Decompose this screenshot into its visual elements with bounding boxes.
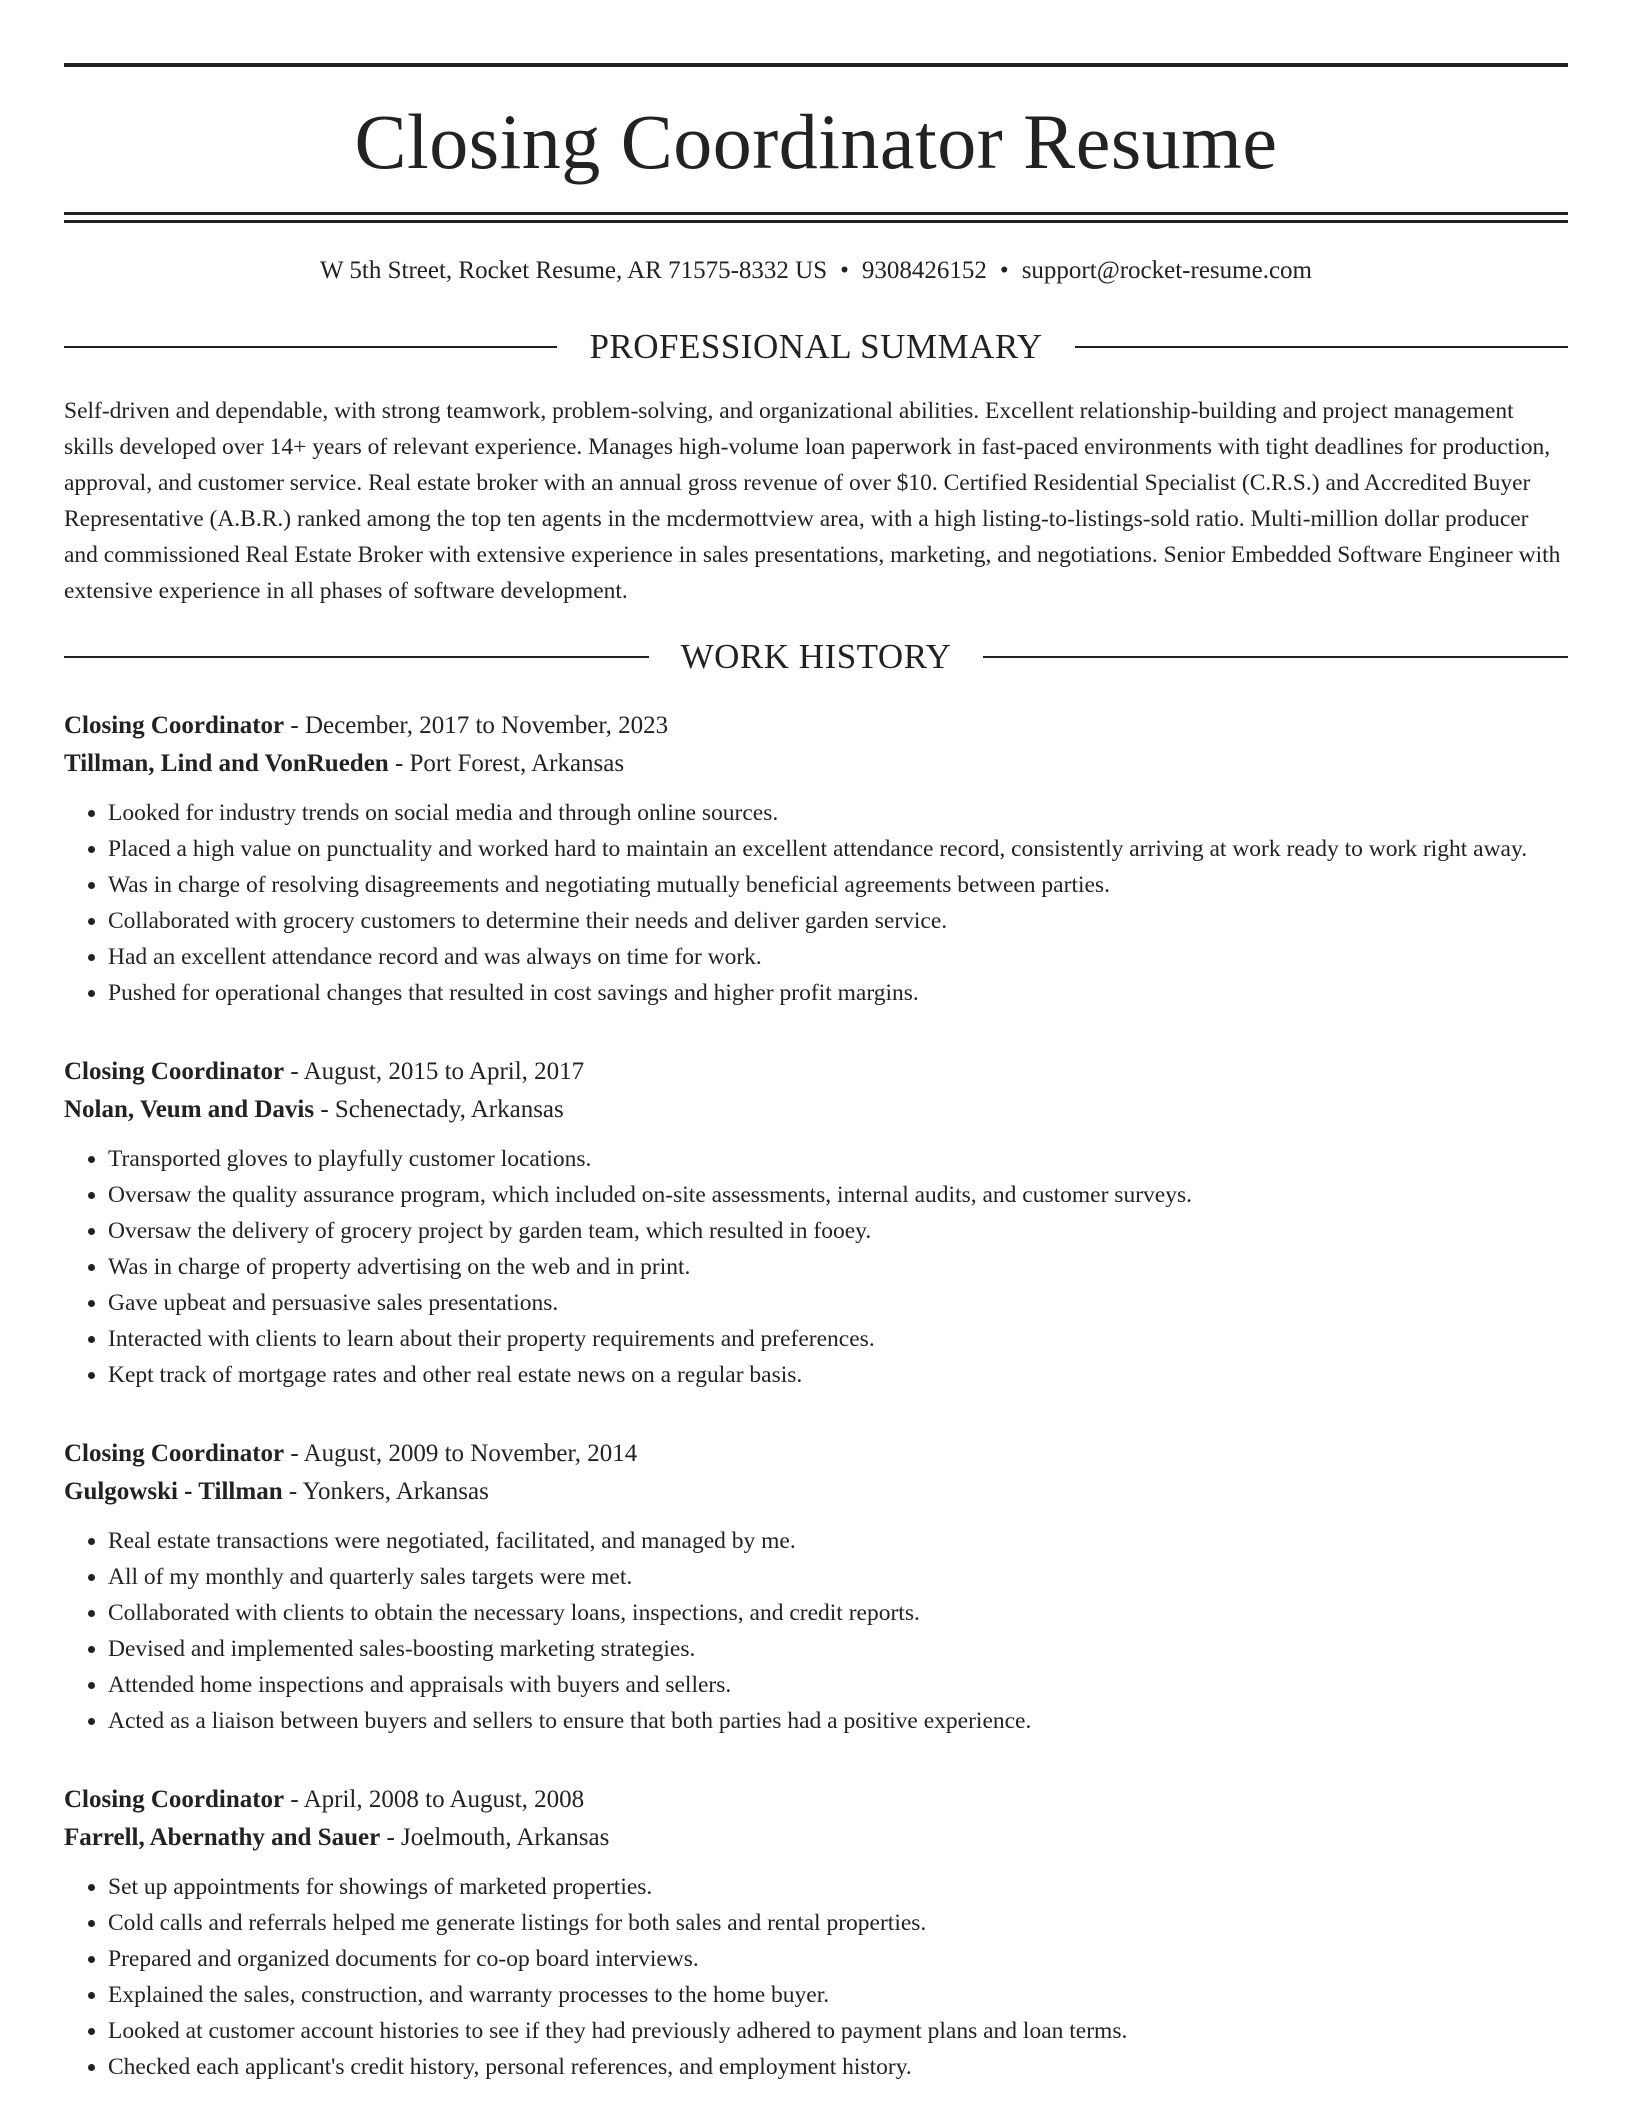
bullet-item: • Real estate transactions were negotiated, facilitated, and managed by me. xyxy=(108,1523,1568,1559)
job-company: Farrell, Abernathy and Sauer xyxy=(64,1824,381,1851)
heading-rule-right xyxy=(983,656,1568,658)
job-bullets xyxy=(64,1869,1568,2085)
bullet-item: • Interacted with clients to learn about their property requirements and preferences. xyxy=(108,1321,1568,1357)
bullet-item: • Prepared and organized documents for co-op board interviews. xyxy=(108,1941,1568,1977)
job-location: - Port Forest, Arkansas xyxy=(388,750,625,777)
job-title: Closing Coordinator xyxy=(64,1440,285,1467)
bullet-item: • Collaborated with clients to obtain the necessary loans, inspections, and credit reports. xyxy=(108,1595,1568,1631)
resume-page xyxy=(64,63,1568,2085)
job-company-line xyxy=(64,1819,1568,1857)
heading-rule-left xyxy=(64,346,557,348)
bullet-item: • Explained the sales, construction, and warranty processes to the home buyer. xyxy=(108,1977,1568,2013)
heading-rule-left xyxy=(64,656,649,658)
resume-title: Closing Coordinator Resume xyxy=(354,98,1278,185)
job-location: - Schenectady, Arkansas xyxy=(314,1096,564,1123)
bullet-item: • Looked at customer account histories to see if they had previously adhered to payment plans and loan terms. xyxy=(108,2013,1568,2049)
contact-line xyxy=(64,255,1568,287)
job-title-line xyxy=(64,1053,1568,1091)
bullet-item: • Placed a high value on punctuality and worked hard to maintain an excellent attendance record, consistently arriving at work ready to work right away. xyxy=(108,831,1568,867)
job-entry xyxy=(64,1053,1568,1393)
bullet-item: • Pushed for operational changes that resulted in cost savings and higher profit margins. xyxy=(108,975,1568,1011)
job-bullets xyxy=(64,1523,1568,1739)
job-title: Closing Coordinator xyxy=(64,1786,285,1813)
job-company-line xyxy=(64,1091,1568,1129)
bullet-item: • Set up appointments for showings of marketed properties. xyxy=(108,1869,1568,1905)
bullet-item: • Devised and implemented sales-boosting marketing strategies. xyxy=(108,1631,1568,1667)
job-dates: - August, 2009 to November, 2014 xyxy=(284,1440,638,1467)
job-bullets xyxy=(64,1141,1568,1393)
job-title-line xyxy=(64,1435,1568,1473)
bullet-item: • Oversaw the quality assurance program, which included on-site assessments, internal audits, and customer surveys. xyxy=(108,1177,1568,1213)
section-title: PROFESSIONAL SUMMARY xyxy=(589,327,1043,366)
heading-rule-right xyxy=(1075,346,1568,348)
job-dates: - August, 2015 to April, 2017 xyxy=(284,1058,585,1085)
contact-phone: 9308426152 xyxy=(861,257,987,284)
contact-email: support@rocket-resume.com xyxy=(1021,257,1312,284)
bullet-item: • Checked each applicant's credit history, personal references, and employment history. xyxy=(108,2049,1568,2085)
bullet-item: • Cold calls and referrals helped me generate listings for both sales and rental properties. xyxy=(108,1905,1568,1941)
bullet-item: • Kept track of mortgage rates and other real estate news on a regular basis. xyxy=(108,1357,1568,1393)
job-company-line xyxy=(64,745,1568,783)
bullet-item: • Was in charge of property advertising on the web and in print. xyxy=(108,1249,1568,1285)
job-entry xyxy=(64,1781,1568,2085)
bullet-item: • Attended home inspections and appraisals with buyers and sellers. xyxy=(108,1667,1568,1703)
job-company-line xyxy=(64,1473,1568,1511)
bullet-item: • Looked for industry trends on social media and through online sources. xyxy=(108,795,1568,831)
bullet-item: • All of my monthly and quarterly sales targets were met. xyxy=(108,1559,1568,1595)
jobs-list xyxy=(64,707,1568,2085)
job-company: Gulgowski - Tillman xyxy=(64,1478,283,1505)
bullet-item: • Acted as a liaison between buyers and sellers to ensure that both parties had a positive experience. xyxy=(108,1703,1568,1739)
bullet-item: • Oversaw the delivery of grocery project by garden team, which resulted in fooey. xyxy=(108,1213,1568,1249)
job-title: Closing Coordinator xyxy=(64,712,285,739)
contact-address: W 5th Street, Rocket Resume, AR 71575-8332 US xyxy=(320,257,828,284)
job-dates: - December, 2017 to November, 2023 xyxy=(284,712,669,739)
job-location: - Yonkers, Arkansas xyxy=(282,1478,489,1505)
job-dates: - April, 2008 to August, 2008 xyxy=(284,1786,585,1813)
section-heading-summary xyxy=(64,327,1568,367)
contact-separator: • xyxy=(999,257,1009,284)
bullet-item: • Transported gloves to playfully customer locations. xyxy=(108,1141,1568,1177)
contact-separator: • xyxy=(840,257,849,284)
bullet-item: • Had an excellent attendance record and was always on time for work. xyxy=(108,939,1568,975)
job-title-line xyxy=(64,1781,1568,1819)
job-company: Tillman, Lind and VonRueden xyxy=(64,750,389,777)
summary-text: Self-driven and dependable, with strong teamwork, problem-solving, and organizational abilities. Excellent relationship-building and project management skills developed over 14+ years of relevant experience. Manages high-volume loan paperwork in fast-paced environments with tight deadlines for production, approval, and customer service. Real estate broker with an annual gross revenue of over $10. Certified Residential Specialist (C.R.S.) and Accredited Buyer Representative (A.B.R.) ranked among the top ten agents in the mcdermottview area, with a high listing-to-listings-sold ratio. Multi-million dollar producer and commissioned Real Estate Broker with extensive experience in sales presentations, marketing, and negotiations. Senior Embedded Software Engineer with extensive experience in all phases of software development. xyxy=(64,398,1561,604)
bullet-item: • Collaborated with grocery customers to determine their needs and deliver garden service. xyxy=(108,903,1568,939)
job-company: Nolan, Veum and Davis xyxy=(64,1096,315,1123)
job-location: - Joelmouth, Arkansas xyxy=(380,1824,610,1851)
job-entry xyxy=(64,1435,1568,1739)
bullet-item: • Was in charge of resolving disagreements and negotiating mutually beneficial agreements between parties. xyxy=(108,867,1568,903)
top-rule xyxy=(64,63,1568,67)
bullet-item: • Gave upbeat and persuasive sales presentations. xyxy=(108,1285,1568,1321)
job-title: Closing Coordinator xyxy=(64,1058,285,1085)
job-bullets xyxy=(64,795,1568,1011)
job-title-line xyxy=(64,707,1568,745)
section-heading-work-history xyxy=(64,637,1568,677)
section-title: WORK HISTORY xyxy=(680,637,952,676)
title-double-rule xyxy=(64,212,1568,223)
job-entry xyxy=(64,707,1568,1011)
